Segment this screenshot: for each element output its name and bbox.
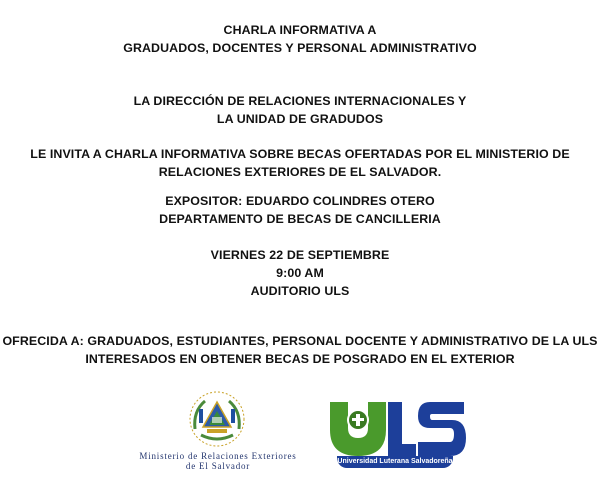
invitation-line-2: RELACIONES EXTERIORES DE EL SALVADOR. — [158, 165, 442, 179]
el-salvador-coat-of-arms-icon — [183, 389, 251, 449]
title-line-2: GRADUADOS, DOCENTES Y PERSONAL ADMINISTRATIVO — [123, 41, 477, 55]
uls-caption: Universidad Luterana Salvadoreña — [337, 456, 453, 468]
event-date: VIERNES 22 DE SEPTIEMBRE — [210, 248, 390, 262]
event-time: 9:00 AM — [276, 266, 324, 280]
invitation-line-1: LE INVITA A CHARLA INFORMATIVA SOBRE BECAS OFERTADAS POR EL MINISTERIO DE — [30, 147, 570, 161]
title-line-1: CHARLA INFORMATIVA A — [223, 23, 377, 37]
event-place: AUDITORIO ULS — [250, 284, 350, 298]
uls-logo-icon — [326, 398, 466, 458]
hosts-line-2: LA UNIDAD DE GRADUDOS — [216, 112, 384, 126]
ministry-name-line-1: Ministerio de Relaciones Exteriores — [139, 451, 297, 461]
ministry-name-line-2: de El Salvador — [185, 461, 251, 471]
audience-line-2: INTERESADOS EN OBTENER BECAS DE POSGRADO EN EL EXTERIOR — [85, 352, 515, 366]
speaker-name: EXPOSITOR: EDUARDO COLINDRES OTERO — [165, 194, 435, 208]
hosts-line-1: LA DIRECCIÓN DE RELACIONES INTERNACIONALES Y — [133, 94, 467, 108]
speaker-department: DEPARTAMENTO DE BECAS DE CANCILLERIA — [159, 212, 441, 226]
audience-line-1: OFRECIDA A: GRADUADOS, ESTUDIANTES, PERSONAL DOCENTE Y ADMINISTRATIVO DE LA ULS — [2, 334, 598, 348]
